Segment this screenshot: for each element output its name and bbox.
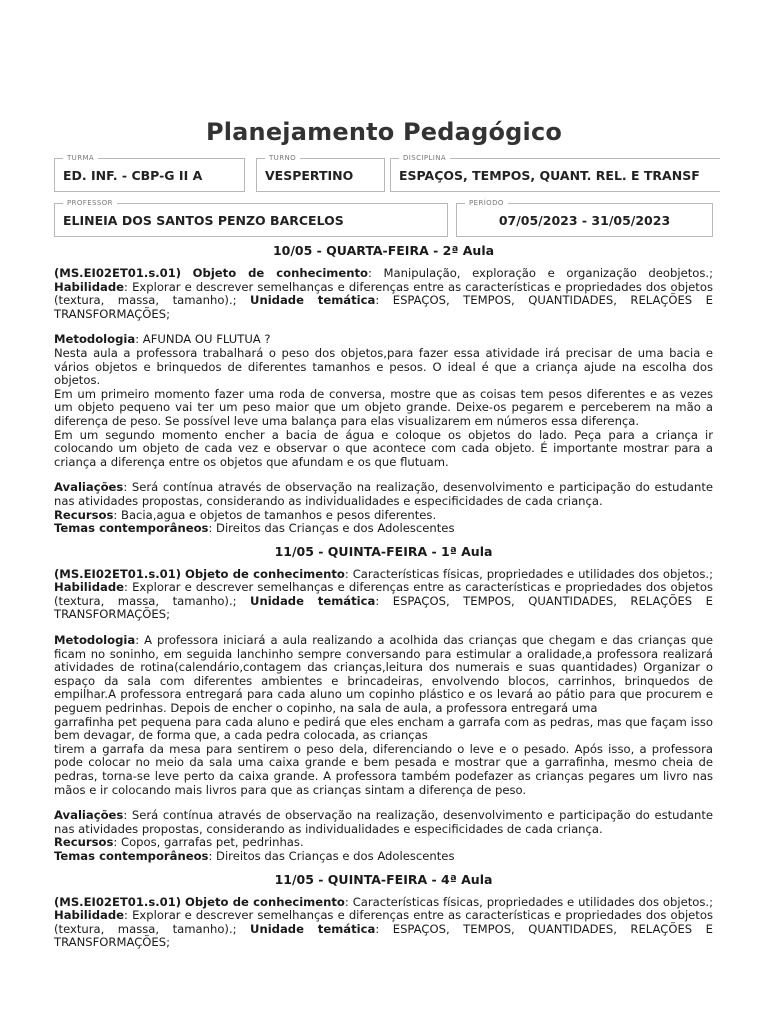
periodo-value: 07/05/2023 - 31/05/2023	[498, 212, 671, 228]
metodologia-text: : A professora iniciará a aula realizando a acolhida das crianças que chegam e das crianças que ficam no soninho, em seguida lanchinho sempre conversando para estimular a oralidade,a professora realizará atividades de rotina(calendário,contagem das crianças,leitura dos numerais e suas quantidades) Organizar o espaço da sala com diferentes ambientes e brincadeiras, envolvendo blocos, carrinhos, brinquedos de empilhar.A professora entregará para cada aluno um copinho plástico e os levará ao pátio para que procurem e peguem pedrinhas. Depois de encher o copinho, na sala de aula, a professora entregará uma	[54, 633, 713, 716]
professor-label: PROFESSOR	[63, 198, 117, 208]
professor-value: ELINEIA DOS SANTOS PENZO BARCELOS	[63, 212, 344, 228]
turma-field	[54, 154, 245, 192]
avaliacoes-label: Avaliações	[54, 808, 124, 823]
periodo-field	[456, 199, 713, 237]
habilidade-label: Habilidade	[54, 279, 125, 294]
turma-label: TURMA	[63, 153, 98, 163]
metodologia-label: Metodologia	[54, 332, 136, 347]
recursos-paragraph	[54, 509, 713, 523]
disciplina-field	[390, 154, 720, 192]
objeto-text: : Características físicas, propriedades e utilidades dos objetos.;	[344, 894, 713, 909]
habilidade-label: Habilidade	[54, 580, 125, 595]
metodologia-body: Em um segundo momento encher a bacia de água e coloque os objetos do lado. Peça para a criança ir colocando um objeto de cada vez e observar o que acontece com cada objeto. É importante mostrar para a criança a diferença entre os objetos que afundam e os que flutuam.	[54, 427, 713, 469]
recursos-text: : Copos, garrafas pet, pedrinhas.	[113, 835, 304, 850]
objeto-label: Objeto de conhecimento	[192, 266, 369, 280]
bncc-code: (MS.EI02ET01.s.01)	[54, 266, 182, 280]
avaliacoes-label: Avaliações	[54, 480, 124, 495]
habilidade-text: : Explorar e descrever semelhanças e diferenças entre as características e propriedades dos objetos (textura, massa, tamanho).;	[54, 279, 713, 308]
objeto-label: Objeto de conhecimento	[184, 894, 345, 909]
curriculum-paragraph	[54, 267, 713, 321]
avaliacoes-text: : Será contínua através de observação na realização, desenvolvimento e participação do estudante nas atividades propostas, considerando as individualidades e especificidades de cada criança.	[54, 480, 713, 508]
avaliacoes-text: : Será contínua através de observação na realização, desenvolvimento e participação do estudante nas atividades propostas, considerando as individualidades e especificidades de cada criança.	[54, 808, 713, 836]
metodologia-text: : AFUNDA OU FLUTUA ?	[135, 332, 271, 347]
turno-label: TURNO	[265, 153, 300, 163]
turno-field	[256, 154, 385, 192]
unidade-text: : ESPAÇOS, TEMPOS, QUANTIDADES, RELAÇÕES E TRANSFORMAÇÕES;	[54, 921, 713, 950]
section-heading: 11/05 - QUINTA-FEIRA - 4ª Aula	[274, 871, 493, 887]
habilidade-text: : Explorar e descrever semelhanças e diferenças entre as características e propriedades dos objetos (textura, massa, tamanho).;	[54, 580, 713, 608]
curriculum-paragraph	[54, 896, 713, 950]
metodologia-body: garrafinha pet pequena para cada aluno e pedirá que eles encham a garrafa com as pedras, mas que façam isso bem devagar, de forma que, a cada pedra colocada, as crianças	[54, 714, 713, 743]
turma-value: ED. INF. - CBP-G II A	[63, 167, 203, 183]
temas-text: : Direitos das Crianças e dos Adolescentes	[208, 848, 455, 863]
metodologia-paragraph	[54, 333, 713, 347]
metodologia-paragraph	[54, 634, 713, 716]
professor-field	[54, 199, 448, 237]
avaliacoes-paragraph	[54, 809, 713, 836]
section-heading: 10/05 - QUARTA-FEIRA - 2ª Aula	[272, 243, 495, 258]
objeto-label: Objeto de conhecimento	[184, 566, 345, 581]
habilidade-text: : Explorar e descrever semelhanças e diferenças entre as características e propriedades dos objetos (textura, massa, tamanho).;	[54, 908, 713, 936]
metodologia-label: Metodologia	[54, 633, 136, 648]
curriculum-paragraph	[54, 568, 713, 622]
temas-label: Temas contemporâneos	[54, 521, 209, 536]
objeto-text: : Manipulação, exploração e organização deobjetos.;	[368, 266, 713, 280]
unidade-label: Unidade temática	[250, 293, 376, 308]
temas-label: Temas contemporâneos	[54, 848, 209, 863]
avaliacoes-paragraph	[54, 481, 713, 508]
disciplina-value: ESPAÇOS, TEMPOS, QUANT. REL. E TRANSF	[399, 167, 700, 183]
temas-text: : Direitos das Crianças e dos Adolescentes	[208, 521, 455, 536]
bncc-code: (MS.EI02ET01.s.01)	[54, 894, 182, 909]
temas-paragraph	[54, 522, 713, 536]
unidade-label: Unidade temática	[250, 593, 376, 608]
temas-paragraph	[54, 850, 713, 864]
section-heading: 11/05 - QUINTA-FEIRA - 1ª Aula	[274, 543, 493, 559]
recursos-label: Recursos	[54, 507, 114, 522]
bncc-code: (MS.EI02ET01.s.01)	[54, 566, 182, 581]
objeto-text: : Características físicas, propriedades e utilidades dos objetos.;	[344, 566, 713, 581]
recursos-text: : Bacia,agua e objetos de tamanhos e pesos diferentes.	[113, 507, 437, 522]
metodologia-body: tirem a garrafa da mesa para sentirem o peso dela, diferenciando o leve e o pesado. Após isso, a professora pode colocar no meio da sala uma caixa grande e bem pesada e mostrar que a garrafinha, mesmo cheia de pedras, torna-se leve perto da caixa grande. A professora também podefazer as crianças pegares um livro nas mãos e ir colocando mais livros para que as crianças sintam a diferença de peso.	[54, 741, 713, 797]
disciplina-label: DISCIPLINA	[399, 153, 450, 163]
habilidade-label: Habilidade	[54, 908, 125, 923]
unidade-label: Unidade temática	[250, 921, 376, 936]
turno-value: VESPERTINO	[265, 167, 354, 183]
lesson-content	[54, 243, 713, 950]
recursos-paragraph	[54, 836, 713, 850]
recursos-label: Recursos	[54, 835, 114, 850]
unidade-text: : ESPAÇOS, TEMPOS, QUANTIDADES, RELAÇÕES E TRANSFORMAÇÕES;	[54, 293, 713, 321]
unidade-text: : ESPAÇOS, TEMPOS, QUANTIDADES, RELAÇÕES E TRANSFORMAÇÕES;	[54, 593, 713, 622]
page-title: Planejamento Pedagógico	[205, 118, 563, 146]
metodologia-body: Em um primeiro momento fazer uma roda de conversa, mostre que as coisas tem pesos diferentes e as vezes um objeto pequeno vai ter um peso maior que um objeto grande. Deixe-os pegarem e perceberem na mão a diferença de peso. Se possível leve uma balança para elas visualizarem em números essa diferença.	[54, 386, 713, 428]
metodologia-body: Nesta aula a professora trabalhará o peso dos objetos,para fazer essa atividade irá precisar de uma bacia e vários objetos e brinquedos de diferentes tamanhos e pesos. O ideal é que a criança ajude na escolha dos objetos.	[54, 345, 713, 388]
periodo-label: PERÍODO	[465, 198, 508, 208]
